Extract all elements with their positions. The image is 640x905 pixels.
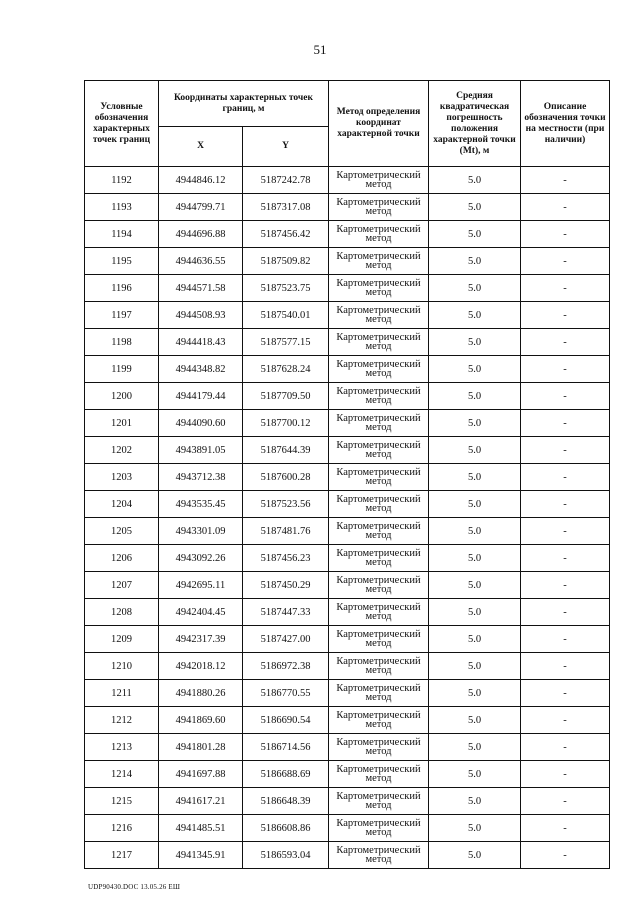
header-method: Метод определения координат характерной точки (329, 81, 429, 167)
table-row (85, 545, 610, 572)
cell-y: 5187709.50 (243, 383, 329, 410)
cell-method: Картометрический метод (329, 464, 429, 491)
table-row (85, 707, 610, 734)
cell-point: 1195 (85, 248, 159, 275)
cell-x: 4944696.88 (159, 221, 243, 248)
table-row (85, 653, 610, 680)
cell-x: 4944348.82 (159, 356, 243, 383)
cell-point: 1197 (85, 302, 159, 329)
cell-description: - (521, 356, 610, 383)
cell-y: 5187242.78 (243, 167, 329, 194)
cell-point: 1202 (85, 437, 159, 464)
cell-y: 5187628.24 (243, 356, 329, 383)
cell-point: 1217 (85, 842, 159, 869)
cell-point: 1200 (85, 383, 159, 410)
cell-description: - (521, 221, 610, 248)
cell-x: 4941801.28 (159, 734, 243, 761)
cell-x: 4944090.60 (159, 410, 243, 437)
cell-x: 4943891.05 (159, 437, 243, 464)
cell-accuracy: 5.0 (429, 626, 521, 653)
cell-method: Картометрический метод (329, 518, 429, 545)
cell-method: Картометрический метод (329, 437, 429, 464)
cell-accuracy: 5.0 (429, 221, 521, 248)
cell-y: 5187317.08 (243, 194, 329, 221)
cell-x: 4944179.44 (159, 383, 243, 410)
cell-point: 1199 (85, 356, 159, 383)
cell-method: Картометрический метод (329, 356, 429, 383)
table-row (85, 680, 610, 707)
table-row (85, 302, 610, 329)
table-body (85, 167, 610, 869)
table-row (85, 356, 610, 383)
cell-x: 4943712.38 (159, 464, 243, 491)
cell-accuracy: 5.0 (429, 329, 521, 356)
cell-method: Картометрический метод (329, 302, 429, 329)
cell-accuracy: 5.0 (429, 275, 521, 302)
cell-y: 5186972.38 (243, 653, 329, 680)
cell-x: 4944418.43 (159, 329, 243, 356)
table-row (85, 572, 610, 599)
cell-description: - (521, 788, 610, 815)
cell-description: - (521, 464, 610, 491)
table-row (85, 410, 610, 437)
cell-method: Картометрический метод (329, 572, 429, 599)
table-row (85, 275, 610, 302)
cell-description: - (521, 383, 610, 410)
cell-accuracy: 5.0 (429, 545, 521, 572)
cell-x: 4941697.88 (159, 761, 243, 788)
cell-point: 1196 (85, 275, 159, 302)
table-row (85, 464, 610, 491)
cell-y: 5186714.56 (243, 734, 329, 761)
cell-description: - (521, 653, 610, 680)
cell-y: 5186648.39 (243, 788, 329, 815)
cell-method: Картометрический метод (329, 680, 429, 707)
cell-description: - (521, 815, 610, 842)
cell-method: Картометрический метод (329, 626, 429, 653)
header-point-designation: Условные обозначения характерных точек границ (85, 81, 159, 167)
cell-x: 4941617.21 (159, 788, 243, 815)
cell-x: 4941869.60 (159, 707, 243, 734)
cell-method: Картометрический метод (329, 761, 429, 788)
table-row (85, 221, 610, 248)
table-header (85, 81, 610, 167)
cell-accuracy: 5.0 (429, 842, 521, 869)
cell-method: Картометрический метод (329, 788, 429, 815)
header-accuracy: Средняя квадратическая погрешность положения характерной точки (Mt), м (429, 81, 521, 167)
cell-method: Картометрический метод (329, 545, 429, 572)
cell-description: - (521, 491, 610, 518)
cell-description: - (521, 410, 610, 437)
page-number: 51 (313, 42, 327, 57)
table-row (85, 815, 610, 842)
cell-point: 1208 (85, 599, 159, 626)
table-row (85, 437, 610, 464)
cell-method: Картометрический метод (329, 842, 429, 869)
cell-x: 4942695.11 (159, 572, 243, 599)
cell-y: 5187700.12 (243, 410, 329, 437)
cell-point: 1206 (85, 545, 159, 572)
cell-point: 1216 (85, 815, 159, 842)
cell-description: - (521, 626, 610, 653)
header-description: Описание обозначения точки на местности (при наличии) (521, 81, 610, 167)
cell-x: 4942317.39 (159, 626, 243, 653)
cell-method: Картометрический метод (329, 653, 429, 680)
header-x: X (159, 127, 243, 167)
cell-x: 4944508.93 (159, 302, 243, 329)
cell-description: - (521, 599, 610, 626)
cell-accuracy: 5.0 (429, 383, 521, 410)
cell-point: 1212 (85, 707, 159, 734)
cell-x: 4944846.12 (159, 167, 243, 194)
cell-description: - (521, 167, 610, 194)
cell-description: - (521, 437, 610, 464)
cell-x: 4942018.12 (159, 653, 243, 680)
cell-point: 1209 (85, 626, 159, 653)
cell-x: 4944799.71 (159, 194, 243, 221)
cell-point: 1215 (85, 788, 159, 815)
cell-x: 4943301.09 (159, 518, 243, 545)
cell-y: 5186608.86 (243, 815, 329, 842)
table-row (85, 167, 610, 194)
cell-y: 5187456.42 (243, 221, 329, 248)
cell-y: 5186690.54 (243, 707, 329, 734)
cell-point: 1194 (85, 221, 159, 248)
cell-x: 4942404.45 (159, 599, 243, 626)
cell-method: Картометрический метод (329, 248, 429, 275)
cell-accuracy: 5.0 (429, 680, 521, 707)
cell-description: - (521, 572, 610, 599)
cell-method: Картометрический метод (329, 734, 429, 761)
cell-x: 4944571.58 (159, 275, 243, 302)
cell-description: - (521, 275, 610, 302)
cell-method: Картометрический метод (329, 383, 429, 410)
table-row (85, 383, 610, 410)
cell-y: 5187450.29 (243, 572, 329, 599)
cell-point: 1198 (85, 329, 159, 356)
cell-description: - (521, 329, 610, 356)
cell-point: 1192 (85, 167, 159, 194)
cell-accuracy: 5.0 (429, 653, 521, 680)
cell-accuracy: 5.0 (429, 761, 521, 788)
coordinates-table (84, 80, 610, 869)
cell-y: 5187523.56 (243, 491, 329, 518)
cell-description: - (521, 842, 610, 869)
table-row (85, 761, 610, 788)
cell-description: - (521, 707, 610, 734)
cell-point: 1214 (85, 761, 159, 788)
table-row (85, 518, 610, 545)
cell-method: Картометрический метод (329, 221, 429, 248)
cell-y: 5186593.04 (243, 842, 329, 869)
cell-description: - (521, 545, 610, 572)
cell-point: 1207 (85, 572, 159, 599)
cell-accuracy: 5.0 (429, 707, 521, 734)
cell-x: 4941345.91 (159, 842, 243, 869)
cell-accuracy: 5.0 (429, 572, 521, 599)
cell-method: Картометрический метод (329, 599, 429, 626)
cell-y: 5187523.75 (243, 275, 329, 302)
cell-point: 1211 (85, 680, 159, 707)
cell-description: - (521, 734, 610, 761)
cell-y: 5187600.28 (243, 464, 329, 491)
cell-x: 4943092.26 (159, 545, 243, 572)
cell-description: - (521, 680, 610, 707)
cell-y: 5187509.82 (243, 248, 329, 275)
cell-y: 5187447.33 (243, 599, 329, 626)
cell-point: 1201 (85, 410, 159, 437)
table-row (85, 248, 610, 275)
cell-method: Картометрический метод (329, 815, 429, 842)
cell-accuracy: 5.0 (429, 788, 521, 815)
cell-description: - (521, 518, 610, 545)
cell-y: 5187456.23 (243, 545, 329, 572)
cell-y: 5186688.69 (243, 761, 329, 788)
cell-point: 1204 (85, 491, 159, 518)
cell-point: 1210 (85, 653, 159, 680)
header-y: Y (243, 127, 329, 167)
cell-y: 5187644.39 (243, 437, 329, 464)
cell-y: 5187481.76 (243, 518, 329, 545)
cell-x: 4943535.45 (159, 491, 243, 518)
cell-x: 4941880.26 (159, 680, 243, 707)
cell-method: Картометрический метод (329, 167, 429, 194)
table-row (85, 626, 610, 653)
cell-accuracy: 5.0 (429, 194, 521, 221)
cell-description: - (521, 302, 610, 329)
cell-y: 5187427.00 (243, 626, 329, 653)
cell-method: Картометрический метод (329, 707, 429, 734)
cell-description: - (521, 761, 610, 788)
cell-description: - (521, 248, 610, 275)
cell-accuracy: 5.0 (429, 356, 521, 383)
table-row (85, 194, 610, 221)
cell-method: Картометрический метод (329, 194, 429, 221)
table-row (85, 842, 610, 869)
cell-y: 5187540.01 (243, 302, 329, 329)
cell-accuracy: 5.0 (429, 518, 521, 545)
cell-accuracy: 5.0 (429, 599, 521, 626)
cell-description: - (521, 194, 610, 221)
cell-y: 5187577.15 (243, 329, 329, 356)
table-row (85, 734, 610, 761)
header-coordinates-group: Координаты характерных точек границ, м (159, 81, 329, 127)
cell-accuracy: 5.0 (429, 167, 521, 194)
table-row (85, 788, 610, 815)
cell-method: Картометрический метод (329, 275, 429, 302)
cell-accuracy: 5.0 (429, 437, 521, 464)
table-row (85, 329, 610, 356)
cell-method: Картометрический метод (329, 329, 429, 356)
cell-x: 4941485.51 (159, 815, 243, 842)
cell-accuracy: 5.0 (429, 464, 521, 491)
cell-point: 1203 (85, 464, 159, 491)
cell-x: 4944636.55 (159, 248, 243, 275)
cell-point: 1205 (85, 518, 159, 545)
table-row (85, 599, 610, 626)
cell-accuracy: 5.0 (429, 491, 521, 518)
cell-y: 5186770.55 (243, 680, 329, 707)
cell-point: 1193 (85, 194, 159, 221)
cell-accuracy: 5.0 (429, 248, 521, 275)
cell-method: Картометрический метод (329, 410, 429, 437)
cell-method: Картометрический метод (329, 491, 429, 518)
cell-point: 1213 (85, 734, 159, 761)
table-row (85, 491, 610, 518)
cell-accuracy: 5.0 (429, 734, 521, 761)
cell-accuracy: 5.0 (429, 302, 521, 329)
cell-accuracy: 5.0 (429, 410, 521, 437)
footer-file-stamp: UDP90430.DOC 13.05.26 ЕШ (88, 883, 181, 891)
cell-accuracy: 5.0 (429, 815, 521, 842)
